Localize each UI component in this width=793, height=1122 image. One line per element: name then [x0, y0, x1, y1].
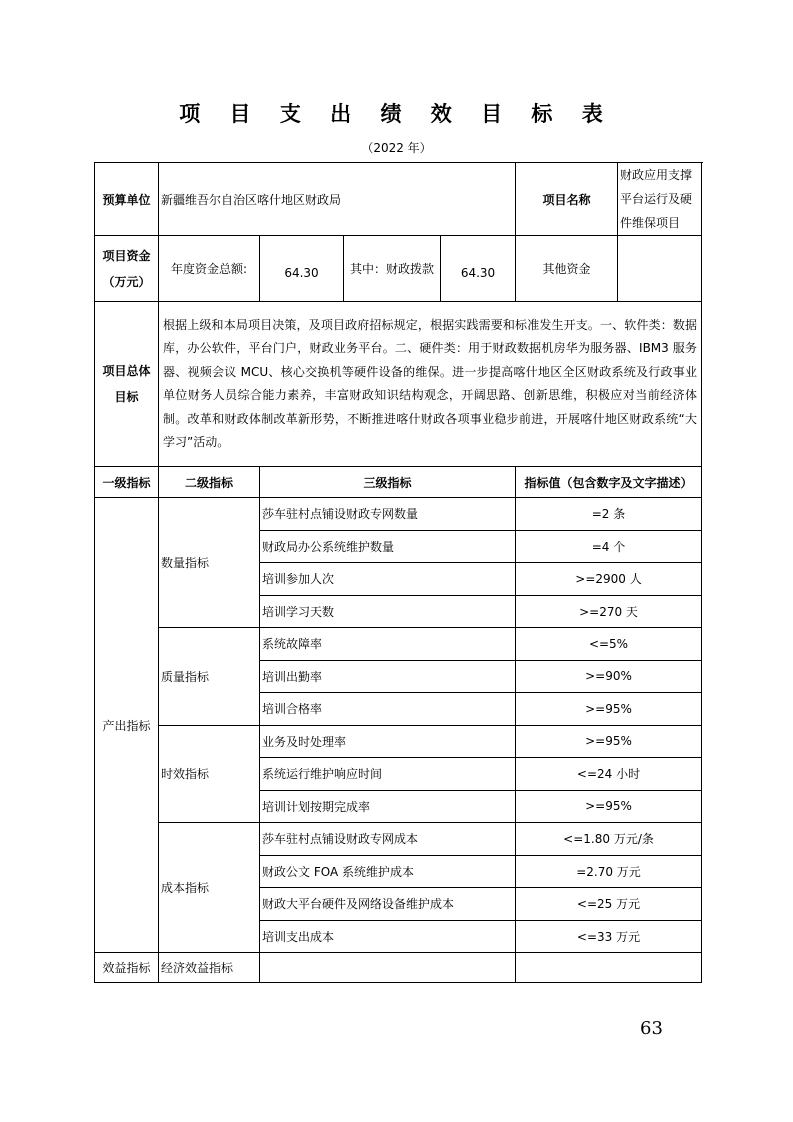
metric-name: 财政大平台硬件及网络设备维护成本	[260, 888, 516, 921]
year-label: （2022 年）	[361, 141, 432, 155]
annual-total-label: 年度资金总额:	[159, 236, 260, 302]
budget-unit-label: 预算单位	[95, 163, 159, 236]
metric-name	[260, 953, 516, 983]
metric-name: 系统故障率	[260, 628, 516, 661]
other-funds-value	[618, 236, 702, 302]
metric-name: 培训参加人次	[260, 563, 516, 596]
funds-row	[95, 236, 702, 302]
benefit-row	[95, 953, 702, 983]
cost-indicator-label: 成本指标	[159, 823, 260, 953]
table-row	[95, 498, 702, 531]
other-funds-label: 其他资金	[516, 236, 618, 302]
metric-value: <=5%	[516, 628, 702, 661]
economic-benefit-label: 经济效益指标	[159, 953, 260, 983]
metric-name: 财政局办公系统维护数量	[260, 530, 516, 563]
table-row	[95, 628, 702, 661]
header-level1: 一级指标	[95, 467, 159, 498]
metric-value: =4 个	[516, 530, 702, 563]
metric-value: =2.70 万元	[516, 855, 702, 888]
quantity-indicator-label: 数量指标	[159, 498, 260, 628]
page-title: 项 目 支 出 绩 效 目 标 表	[179, 102, 614, 126]
benefit-indicator-label: 效益指标	[95, 953, 159, 983]
page-number: 63	[640, 1018, 663, 1039]
metric-name: 培训学习天数	[260, 595, 516, 628]
header-value: 指标值（包含数字及文字描述）	[516, 467, 702, 498]
overall-goal-row	[95, 302, 702, 467]
metric-value	[516, 953, 702, 983]
overall-goal-text: 根据上级和本局项目决策，及项目政府招标规定，根据实践需要和标准发生开支。一、软件类：数据库，办公软件，平台门户，财政业务平台。二、硬件类：用于财政数据机房华为服务器、IBM3 服务器、视频会议 MCU、核心交换机等硬件设备的维保。进一步提高喀什地区全区财政系统及行政事业单位财务人员综合能力素养，丰富财政知识结构观念，开阔思路、创新思维，积极应对当前经济体制。改革和财政体制改革新形势，不断推进喀什财政各项事业稳步前进，开展喀什地区财政系统“大学习”活动。	[159, 302, 702, 467]
metric-name: 财政公文 FOA 系统维护成本	[260, 855, 516, 888]
metric-value: >=95%	[516, 725, 702, 758]
metric-name: 培训支出成本	[260, 920, 516, 953]
metric-value: >=2900 人	[516, 563, 702, 596]
project-name-value: 财政应用支撑平台运行及硬件维保项目	[618, 163, 702, 236]
metric-name: 培训合格率	[260, 693, 516, 726]
fiscal-alloc-value: 64.30	[441, 236, 516, 302]
table-row	[95, 725, 702, 758]
metric-value: >=270 天	[516, 595, 702, 628]
metric-name: 系统运行维护响应时间	[260, 758, 516, 791]
metric-value: <=33 万元	[516, 920, 702, 953]
header-row	[95, 467, 702, 498]
project-name-label: 项目名称	[516, 163, 618, 236]
metric-value: <=24 小时	[516, 758, 702, 791]
metric-name: 培训计划按期完成率	[260, 790, 516, 823]
header-level2: 二级指标	[159, 467, 260, 498]
metric-name: 莎车驻村点铺设财政专网数量	[260, 498, 516, 531]
metric-value: =2 条	[516, 498, 702, 531]
budget-row	[95, 163, 702, 236]
funds-label: 项目资金（万元）	[95, 236, 159, 302]
metric-value: <=1.80 万元/条	[516, 823, 702, 856]
quality-indicator-label: 质量指标	[159, 628, 260, 726]
metric-name: 莎车驻村点铺设财政专网成本	[260, 823, 516, 856]
fiscal-alloc-label: 其中：财政拨款	[344, 236, 441, 302]
metric-value: >=95%	[516, 693, 702, 726]
metric-value: >=90%	[516, 660, 702, 693]
overall-goal-label: 项目总体目标	[95, 302, 159, 467]
header-level3: 三级指标	[260, 467, 516, 498]
performance-target-table	[94, 162, 702, 983]
table-row	[95, 823, 702, 856]
metric-name: 培训出勤率	[260, 660, 516, 693]
metric-value: <=25 万元	[516, 888, 702, 921]
timeliness-indicator-label: 时效指标	[159, 725, 260, 823]
metric-value: >=95%	[516, 790, 702, 823]
metric-name: 业务及时处理率	[260, 725, 516, 758]
budget-unit-value: 新疆维吾尔自治区喀什地区财政局	[159, 163, 516, 236]
output-indicator-label: 产出指标	[95, 498, 159, 953]
annual-total-value: 64.30	[260, 236, 344, 302]
